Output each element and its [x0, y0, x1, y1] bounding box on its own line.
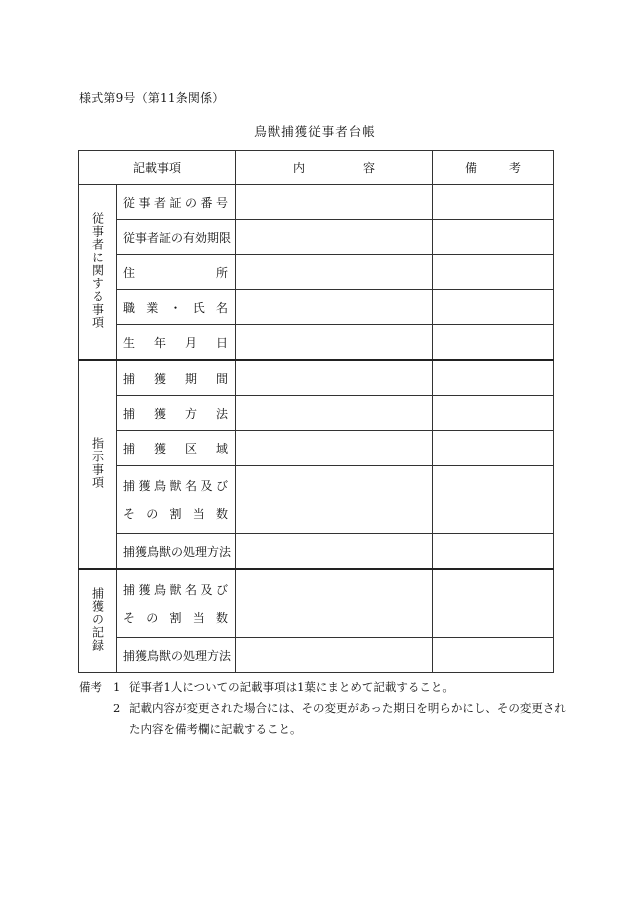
row-label: 捕 獲 方 法: [117, 396, 236, 431]
content-cell[interactable]: [236, 290, 433, 325]
document-title: 鳥獣捕獲従事者台帳: [254, 124, 376, 139]
row-label: 捕 獲 区 域: [117, 431, 236, 466]
remarks-cell[interactable]: [433, 325, 554, 361]
notes-heading: 備考: [79, 680, 102, 694]
row-label: 捕 獲 鳥 獣 名 及 び そ の 割 当 数: [117, 569, 236, 638]
content-cell[interactable]: [236, 255, 433, 290]
remarks-cell[interactable]: [433, 396, 554, 431]
remarks-cell[interactable]: [433, 638, 554, 673]
remarks-cell[interactable]: [433, 360, 554, 396]
content-cell[interactable]: [236, 220, 433, 255]
table-row: [79, 466, 554, 534]
remarks-cell[interactable]: [433, 185, 554, 220]
note-text: 従事者1人についての記載事項は1葉にまとめて記載すること。: [129, 680, 454, 694]
note-number: 1: [113, 680, 121, 694]
table-row: [79, 255, 554, 290]
content-cell[interactable]: [236, 466, 433, 534]
header-remarks: 備考: [433, 151, 554, 185]
content-cell[interactable]: [236, 431, 433, 466]
table-row: [79, 638, 554, 673]
remarks-cell[interactable]: [433, 569, 554, 638]
remarks-cell[interactable]: [433, 534, 554, 570]
table-header-row: [79, 151, 554, 185]
row-label: 従 事 者 証 の 番 号: [117, 185, 236, 220]
note-text: 記載内容が変更された場合には、その変更があった期日を明らかにし、その変更された内容を備考欄に記載すること。: [129, 701, 566, 736]
remarks-cell[interactable]: [433, 431, 554, 466]
row-label: 捕 獲 鳥 獣 名 及 び そ の 割 当 数: [117, 466, 236, 534]
row-label: 生 年 月 日: [117, 325, 236, 361]
header-content: 内容: [236, 151, 433, 185]
ledger-table: [78, 150, 554, 673]
row-label: 捕獲鳥獣の処理方法: [117, 534, 236, 570]
table-row: [79, 290, 554, 325]
content-cell[interactable]: [236, 360, 433, 396]
remarks-cell[interactable]: [433, 290, 554, 325]
remarks-cell[interactable]: [433, 220, 554, 255]
table-row: [79, 396, 554, 431]
row-label: 捕獲鳥獣の処理方法: [117, 638, 236, 673]
row-label: 職 業 ・ 氏 名: [117, 290, 236, 325]
note-number: 2: [113, 701, 121, 715]
table-row: [79, 185, 554, 220]
notes-section: [79, 677, 569, 740]
table-row: [79, 360, 554, 396]
row-label: 住 所: [117, 255, 236, 290]
table-row: [79, 534, 554, 570]
content-cell[interactable]: [236, 534, 433, 570]
content-cell[interactable]: [236, 396, 433, 431]
group-heading-record: 捕獲の記録: [79, 569, 117, 673]
table-row: [79, 325, 554, 361]
content-cell[interactable]: [236, 185, 433, 220]
content-cell[interactable]: [236, 638, 433, 673]
content-cell[interactable]: [236, 325, 433, 361]
table-row: [79, 569, 554, 638]
header-item: 記載事項: [79, 151, 236, 185]
remarks-cell[interactable]: [433, 466, 554, 534]
note-item: [79, 677, 569, 698]
group-heading-worker: 従事者に関する事項: [79, 185, 117, 361]
table-row: [79, 431, 554, 466]
note-item: [79, 698, 569, 740]
remarks-cell[interactable]: [433, 255, 554, 290]
row-label: 従事者証の有効期限: [117, 220, 236, 255]
content-cell[interactable]: [236, 569, 433, 638]
table-row: [79, 220, 554, 255]
row-label: 捕 獲 期 間: [117, 360, 236, 396]
form-number: 様式第9号（第11条関係）: [79, 91, 225, 105]
group-heading-instructions: 指示事項: [79, 360, 117, 569]
